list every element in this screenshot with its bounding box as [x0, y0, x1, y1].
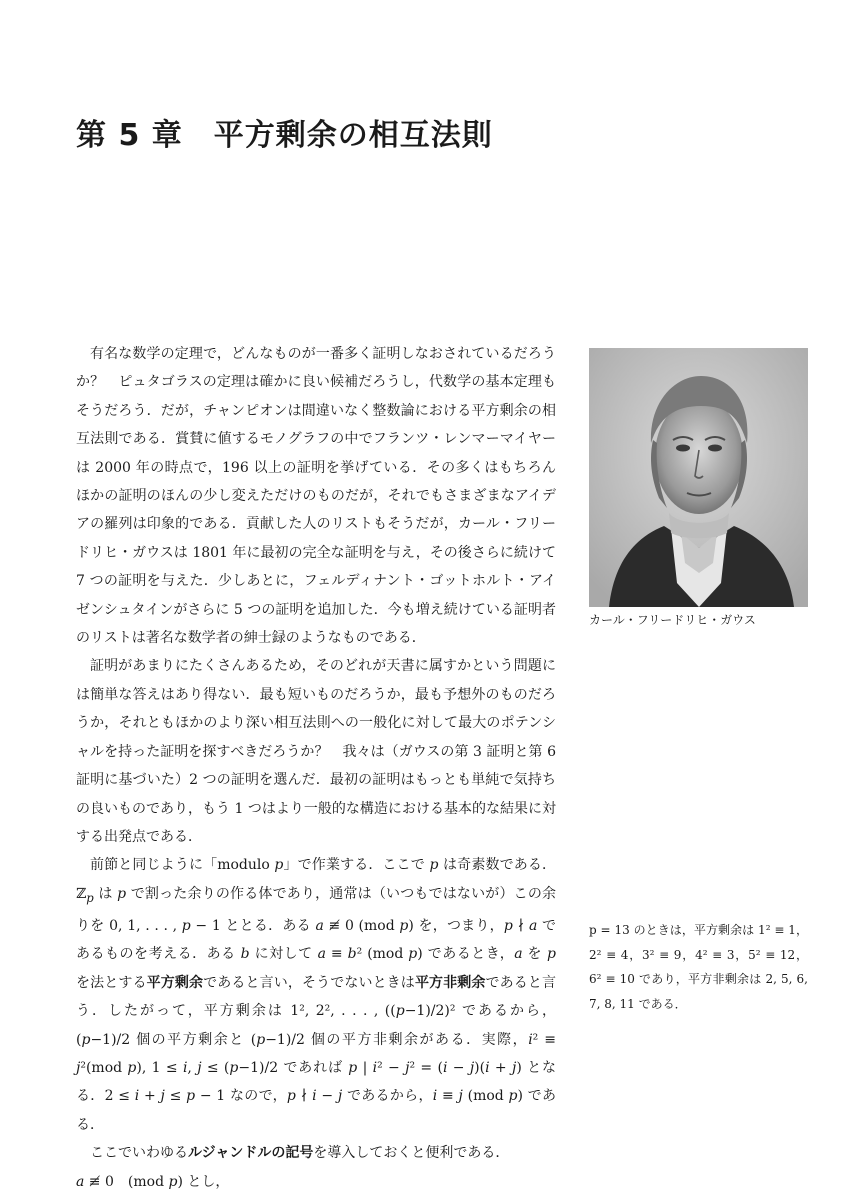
paragraph-1: 有名な数学の定理で，どんなものが一番多く証明しなおされているだろうか？ ピュタゴラスの定理は確かに良い候補だろうし，代数学の基本定理もそうだろう．だが，チャンピオンは間違いなく整数論における平方剰余の相互法則である．賞賛に値するモノグラフの中でフランツ・レンマーマイヤーは 2000 年の時点で，196 以上の証明を挙げている．その多くはもちろんほかの証明のほんの少し変えただけのものだが，それでもさまざまなアイデアの羅列は印象的である．貢献した人のリストもそうだが，カール・フリードリヒ・ガウスは 1801 年に最初の完全な証明を与え，その後さらに続けて 7 つの証明を与えた．少しあとに，フェルディナント・ゴットホルト・アイゼンシュタインがさらに 5 つの証明を追加した．今も増え続けている証明者のリストは著名な数学者の紳士録のようなものである．	[76, 346, 556, 647]
term-quadratic-nonresidue: 平方非剰余	[414, 974, 486, 991]
paragraph-4: ここでいわゆるルジャンドルの記号を導入しておくと便利である． a ≢ 0 (mod p) とし，	[76, 1145, 510, 1190]
portrait-engraving	[589, 348, 808, 607]
body-text	[76, 340, 556, 1196]
chapter-title: 第 5 章 平方剰余の相互法則	[76, 118, 493, 153]
paragraph-2: 証明があまりにたくさんあるため，そのどれが天書に属すかという問題には簡単な答えはあり得ない．最も短いものだろうか，最も予想外のものだろうか，それともほかのより深い相互法則への一般化に対して最大のポテンシャルを持った証明を探すべきだろうか？ 我々は（ガウスの第 3 証明と第 6 証明に基づいた）2 つの証明を選んだ．最初の証明はもっとも単純で気持ちの良いものであり，もう 1 つはより一般的な構造における基本的な結果に対する出発点である．	[76, 658, 556, 845]
figure-caption: カール・フリードリヒ・ガウス	[589, 613, 756, 627]
margin-note: p = 13 のときは，平方剰余は 1² ≡ 1，2² ≡ 4，3² ≡ 9，4² ≡ 3，5² ≡ 12，6² ≡ 10 であり，平方非剰余は 2, 5, 6, 7, 8, 11 である．	[589, 923, 808, 1011]
term-quadratic-residue: 平方剰余	[146, 974, 204, 991]
gauss-portrait-image	[589, 348, 808, 607]
term-legendre-symbol: ルジャンドルの記号	[188, 1145, 314, 1162]
paragraph-3: 前節と同じように「modulo p」で作業する．ここで p は奇素数である．ℤ$_p$ は p で割った余りの作る体であり，通常は（いつもではないが）この余りを 0, 1, . . . , p − 1 ととる．ある a ≢ 0 (mod p) を，つまり，p ∤ a であるものを考える．ある b に対して a ≡ b² (mod p) であるとき，a を p を法とする平方剰余であると言い，そうでないときは平方非剰余であると言う．したがって，平方剰余は 1², 2², . . . , ((p−1)/2)² であるから，(p−1)/2 個の平方剰余と (p−1)/2 個の平方非剰余がある．実際，i² ≡ j²(mod p), 1 ≤ i, j ≤ (p−1)/2 であれば p | i² − j² = (i − j)(i + j) となる．2 ≤ i + j ≤ p − 1 なので，p ∤ i − j であるから，i ≡ j (mod p) である．	[76, 857, 557, 1133]
